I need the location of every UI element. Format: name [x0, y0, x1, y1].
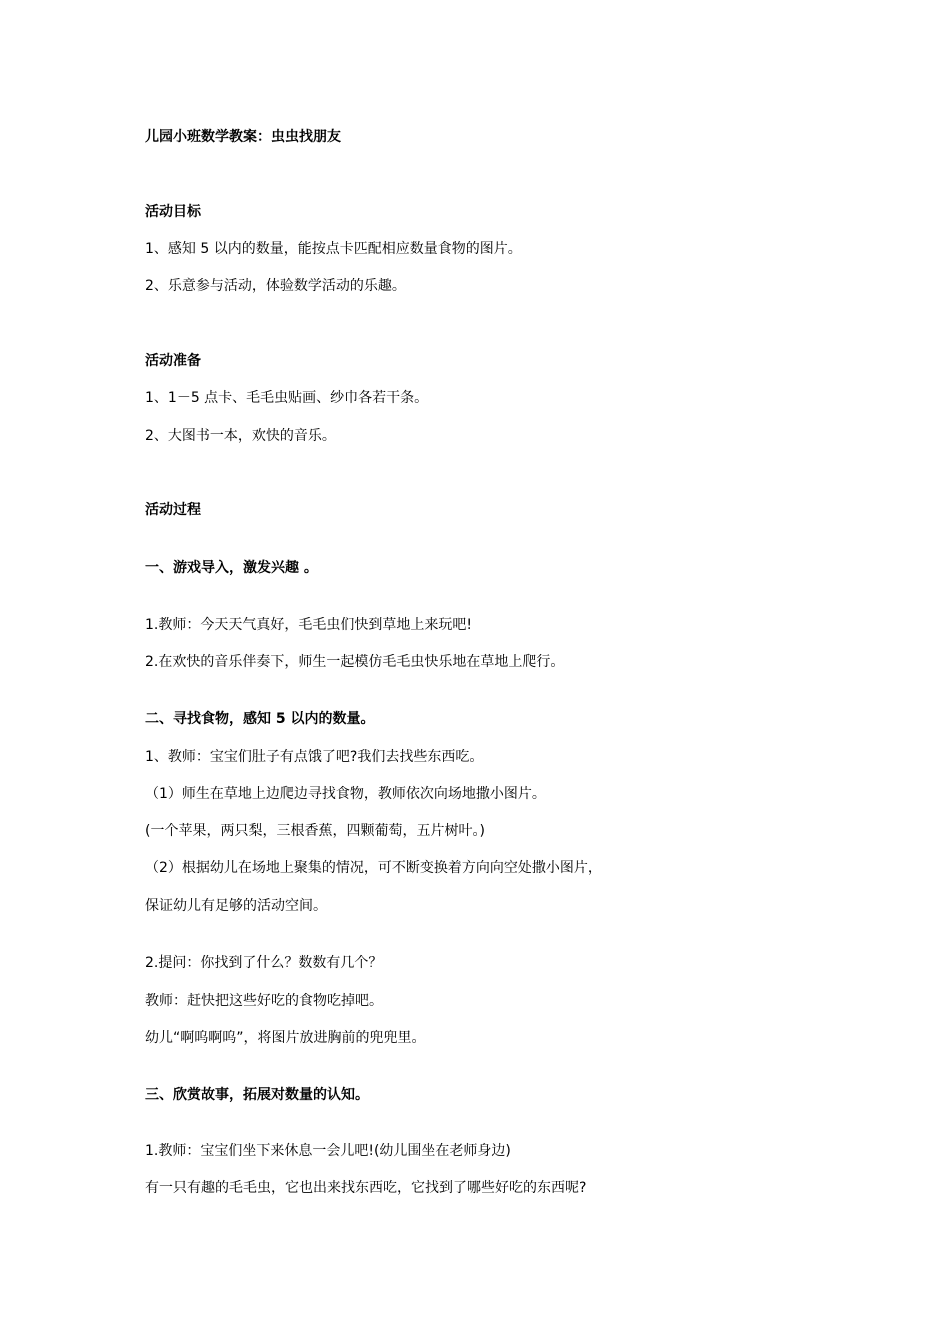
- step3-line: 有一只有趣的毛毛虫，它也出来找东西吃，它找到了哪些好吃的东西呢?: [145, 1180, 587, 1196]
- step2-line: （2）根据幼儿在场地上聚集的情况，可不断变换着方向向空处撒小图片，: [145, 860, 602, 876]
- preparation-item: 1、1－5 点卡、毛毛虫贴画、纱巾各若干条。: [145, 390, 429, 406]
- step3-heading: 三、欣赏故事，拓展对数量的认知。: [145, 1087, 369, 1103]
- step2-question-line: 幼儿“啊呜啊呜”，将图片放进胸前的兜兜里。: [145, 1030, 426, 1046]
- step2-line: 1、教师：宝宝们肚子有点饿了吧?我们去找些东西吃。: [145, 749, 484, 765]
- preparation-heading: 活动准备: [145, 353, 201, 369]
- step2-line: 保证幼儿有足够的活动空间。: [145, 898, 327, 914]
- step2-heading: 二、寻找食物，感知 5 以内的数量。: [145, 711, 375, 727]
- step2-line: (一个苹果，两只梨，三根香蕉，四颗葡萄，五片树叶。): [145, 823, 485, 839]
- step1-line: 1.教师：今天天气真好，毛毛虫们快到草地上来玩吧!: [145, 617, 472, 633]
- step2-question-line: 2.提问：你找到了什么？数数有几个？: [145, 955, 383, 971]
- process-heading: 活动过程: [145, 502, 201, 518]
- goals-item: 1、感知 5 以内的数量，能按点卡匹配相应数量食物的图片。: [145, 241, 522, 257]
- step1-line: 2.在欢快的音乐伴奏下，师生一起模仿毛毛虫快乐地在草地上爬行。: [145, 654, 565, 670]
- goals-item: 2、乐意参与活动，体验数学活动的乐趣。: [145, 278, 406, 294]
- goals-heading: 活动目标: [145, 204, 201, 220]
- step1-heading: 一、游戏导入，激发兴趣 。: [145, 560, 318, 576]
- step2-line: （1）师生在草地上边爬边寻找食物，教师依次向场地撒小图片。: [145, 786, 546, 802]
- preparation-item: 2、大图书一本，欢快的音乐。: [145, 428, 336, 444]
- document-title: 儿园小班数学教案：虫虫找朋友: [145, 129, 341, 145]
- step2-question-line: 教师：赶快把这些好吃的食物吃掉吧。: [145, 993, 383, 1009]
- step3-line: 1.教师：宝宝们坐下来休息一会儿吧!(幼儿围坐在老师身边): [145, 1143, 511, 1159]
